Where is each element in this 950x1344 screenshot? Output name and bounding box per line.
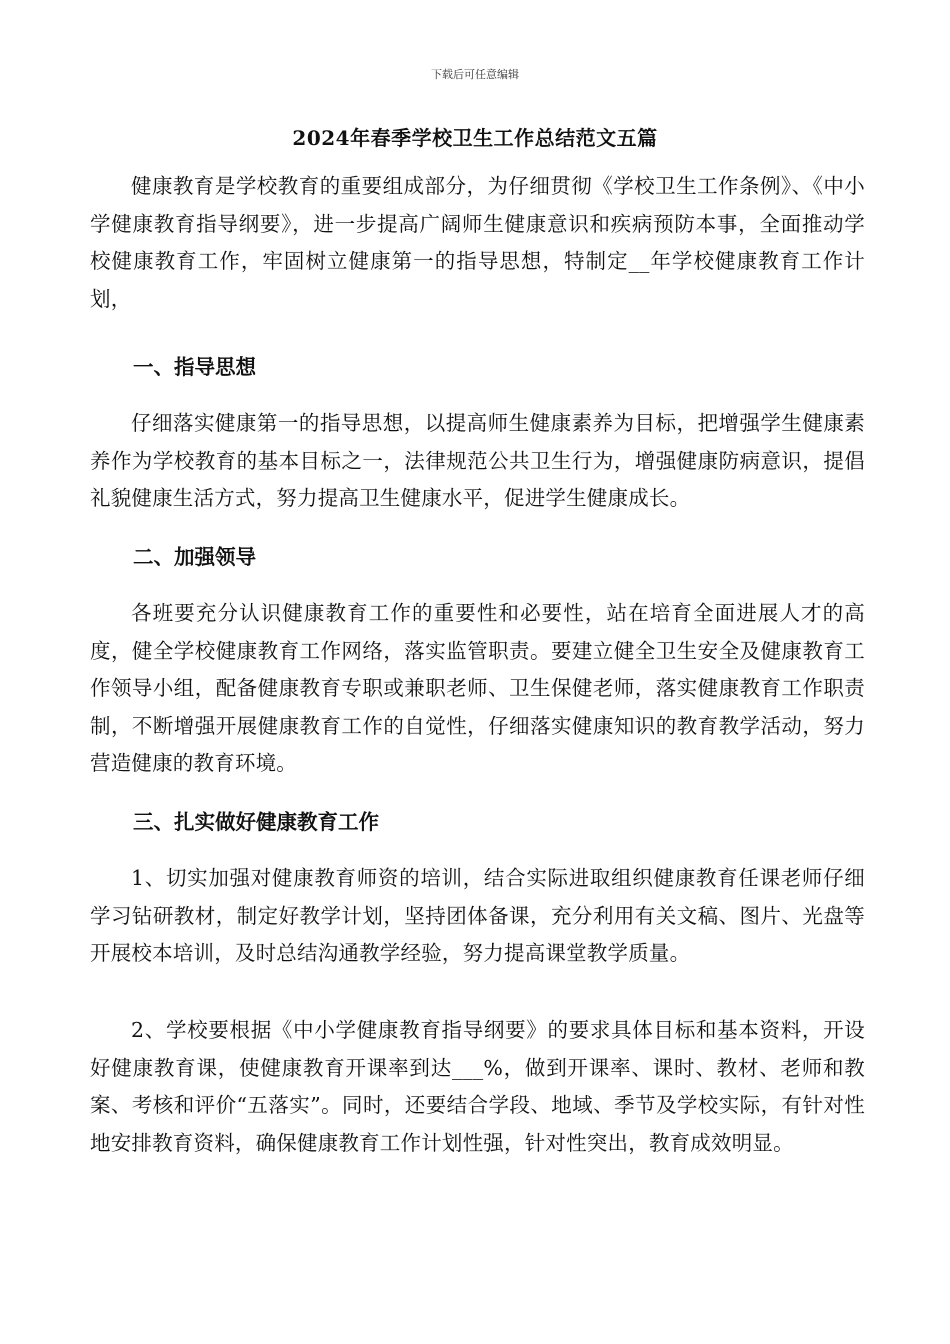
intro-paragraph: 健康教育是学校教育的重要组成部分，为仔细贯彻《学校卫生工作条例》、《中小学健康教育指导纲要》，进一步提高广阔师生健康意识和疾病预防本事，全面推动学校健康教育工作，牢固树立健康第一的指导思想，特制定__年学校健康教育工作计划， xyxy=(90,174,865,311)
section-heading-leadership: 二、加强领导 xyxy=(133,545,256,569)
section-paragraph: 仔细落实健康第一的指导思想，以提高师生健康素养为目标，把增强学生健康素养作为学校教育的基本目标之一，法律规范公共卫生行为，增强健康防病意识，提倡礼貌健康生活方式，努力提高卫生健康水平，促进学生健康成长。 xyxy=(90,411,865,510)
document-title: 2024年春季学校卫生工作总结范文五篇 xyxy=(292,126,658,150)
section-paragraph: 1、切实加强对健康教育师资的培训，结合实际进取组织健康教育任课老师仔细学习钻研教材，制定好教学计划，坚持团体备课，充分利用有关文稿、图片、光盘等开展校本培训，及时总结沟通教学经验，努力提高课堂教学质量。 xyxy=(90,866,865,965)
section-paragraph: 各班要充分认识健康教育工作的重要性和必要性，站在培育全面进展人才的高度，健全学校健康教育工作网络，落实监管职责。要建立健全卫生安全及健康教育工作领导小组，配备健康教育专职或兼职老师、卫生保健老师，落实健康教育工作职责制，不断增强开展健康教育工作的自觉性，仔细落实健康知识的教育教学活动，努力营造健康的教育环境。 xyxy=(90,601,865,775)
section-heading-health-education: 三、扎实做好健康教育工作 xyxy=(133,810,379,834)
header-note: 下载后可任意编辑 xyxy=(431,68,519,81)
section-paragraph: 2、学校要根据《中小学健康教育指导纲要》的要求具体目标和基本资料，开设好健康教育课，使健康教育开课率到达___%，做到开课率、课时、教材、老师和教案、考核和评价“五落实”。同时，还要结合学段、地域、季节及学校实际，有针对性地安排教育资料，确保健康教育工作计划性强，针对性突出，教育成效明显。 xyxy=(90,1018,865,1155)
section-heading-guiding-thought: 一、指导思想 xyxy=(133,355,256,379)
